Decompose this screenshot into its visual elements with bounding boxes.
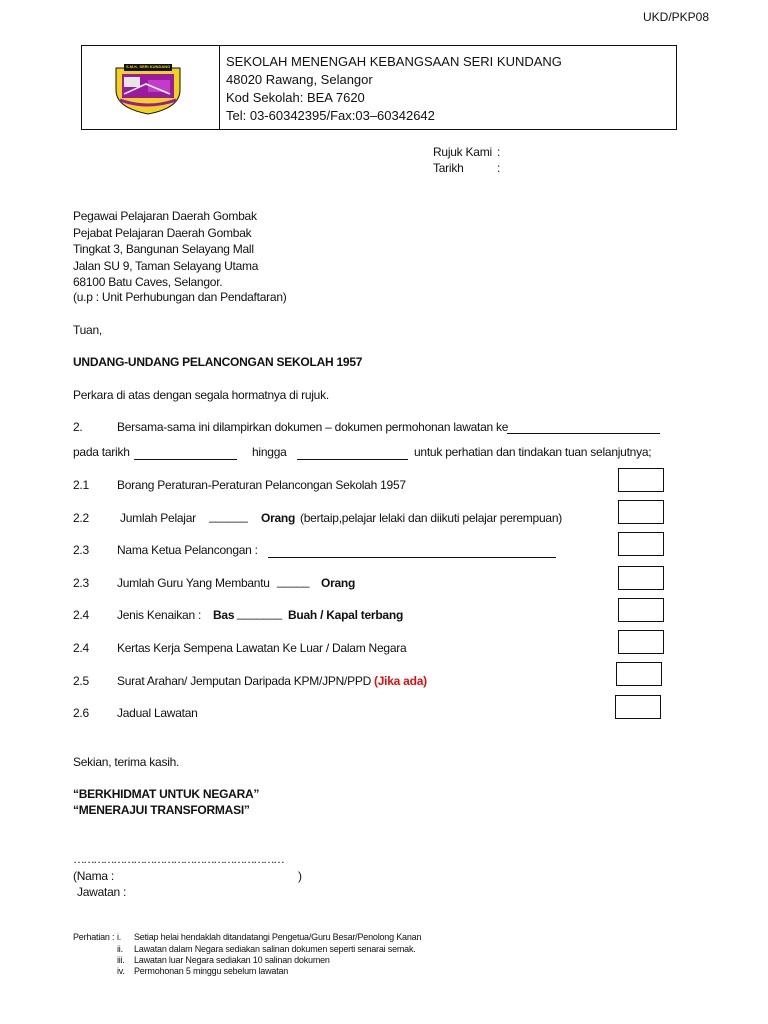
orang-label: Orang xyxy=(321,576,356,590)
salutation: Tuan, xyxy=(73,323,102,337)
item-note: (bertaip,pelajar lelaki dan diikuti pelajar perempuan) xyxy=(300,511,562,525)
item-num: 2.3 xyxy=(73,576,89,590)
tarikh-colon: : xyxy=(497,161,501,175)
signature-nama: (Nama : xyxy=(73,869,114,883)
recipient-line: 68100 Batu Caves, Selangor. xyxy=(73,275,223,289)
note-num: iv. xyxy=(117,966,125,976)
school-code: Kod Sekolah: BEA 7620 xyxy=(226,90,365,105)
item-text: Nama Ketua Pelancongan : xyxy=(117,543,258,557)
note-text: Setiap helai hendaklah ditandatangi Pengetua/Guru Besar/Penolong Kanan xyxy=(134,932,422,942)
student-count-blank[interactable]: ______ xyxy=(209,509,248,523)
bas-label: Bas xyxy=(213,608,235,622)
motto-1: “BERKHIDMAT UNTUK NEGARA” xyxy=(73,787,260,801)
item-num: 2.5 xyxy=(73,674,89,688)
item-num: 2.3 xyxy=(73,543,89,557)
item-num: 2.6 xyxy=(73,706,89,720)
para2-num: 2. xyxy=(73,420,83,434)
form-code: UKD/PKP08 xyxy=(643,10,710,24)
item-num: 2.2 xyxy=(73,511,89,525)
checkbox-2-3[interactable] xyxy=(618,532,664,556)
subject: UNDANG-UNDANG PELANCONGAN SEKOLAH 1957 xyxy=(73,355,363,369)
signature-line: ……………………………………………………… xyxy=(73,852,283,866)
item-num: 2.1 xyxy=(73,478,89,492)
school-name: SEKOLAH MENENGAH KEBANGSAAN SERI KUNDANG xyxy=(226,54,562,69)
recipient-line: Jalan SU 9, Taman Selayang Utama xyxy=(73,259,259,273)
rujuk-colon: : xyxy=(497,145,501,159)
teacher-count-blank[interactable]: _____ xyxy=(277,574,310,588)
note-num: iii. xyxy=(117,955,125,965)
date-to-blank[interactable] xyxy=(297,459,408,460)
recipient-line: Pejabat Pelajaran Daerah Gombak xyxy=(73,226,252,240)
checkbox-2-3b[interactable] xyxy=(618,566,664,590)
para2-tail: untuk perhatian dan tindakan tuan selanjutnya; xyxy=(414,445,652,459)
intro: Perkara di atas dengan segala hormatnya di rujuk. xyxy=(73,388,329,402)
recipient-line: Tingkat 3, Bangunan Selayang Mall xyxy=(73,242,254,256)
checkbox-2-5[interactable] xyxy=(616,662,662,686)
closing: Sekian, terima kasih. xyxy=(73,755,180,769)
recipient-line: Pegawai Pelajaran Daerah Gombak xyxy=(73,209,257,223)
note-text: Permohonan 5 minggu sebelum lawatan xyxy=(134,966,289,976)
note-text: Lawatan luar Negara sediakan 10 salinan dokumen xyxy=(134,955,330,965)
checkbox-2-1[interactable] xyxy=(618,468,664,492)
school-logo xyxy=(110,60,186,116)
note-text: Lawatan dalam Negara sediakan salinan dokumen seperti senarai semak. xyxy=(134,944,416,954)
item-text: Jumlah Pelajar xyxy=(120,511,196,525)
notes-label: Perhatian : xyxy=(73,932,115,942)
optional-label: (Jika ada) xyxy=(374,674,427,688)
item-text: Borang Peraturan-Peraturan Pelancongan Sekolah 1957 xyxy=(117,478,406,492)
item-text: Jumlah Guru Yang Membantu xyxy=(117,576,270,590)
bus-count-blank[interactable]: _______ xyxy=(237,606,282,620)
motto-2: “MENERAJUI TRANSFORMASI” xyxy=(73,803,250,817)
para2-text: Bersama-sama ini dilampirkan dokumen – dokumen permohonan lawatan ke xyxy=(117,420,509,434)
item-text: Jadual Lawatan xyxy=(117,706,198,720)
para2-pada: pada tarikh xyxy=(73,445,130,459)
signature-jawatan: Jawatan : xyxy=(77,885,127,899)
logo-banner: S.M.K. SERI KUNDANG xyxy=(126,64,171,69)
item-text: Surat Arahan/ Jemputan Daripada KPM/JPN/PPD xyxy=(117,674,372,688)
tarikh-label: Tarikh xyxy=(433,161,464,175)
rujuk-label: Rujuk Kami xyxy=(433,145,492,159)
orang-label: Orang xyxy=(261,511,296,525)
leader-name-blank[interactable] xyxy=(268,557,556,558)
item-num: 2.4 xyxy=(73,608,89,622)
date-from-blank[interactable] xyxy=(134,459,237,460)
transport-label: Buah / Kapal terbang xyxy=(288,608,404,622)
checkbox-2-6[interactable] xyxy=(615,695,661,719)
note-num: i. xyxy=(117,932,122,942)
checkbox-2-2[interactable] xyxy=(618,500,664,524)
school-contact: Tel: 03-60342395/Fax:03–60342642 xyxy=(226,108,435,123)
signature-close-paren: ) xyxy=(298,869,302,883)
recipient-line: (u.p : Unit Perhubungan dan Pendaftaran) xyxy=(73,290,287,304)
item-num: 2.4 xyxy=(73,641,89,655)
school-header xyxy=(81,45,677,130)
checkbox-2-4[interactable] xyxy=(618,598,664,622)
item-text: Jenis Kenaikan : xyxy=(117,608,202,622)
note-num: ii. xyxy=(117,944,123,954)
para2-hingga: hingga xyxy=(252,445,287,459)
destination-blank[interactable] xyxy=(507,433,660,434)
school-address: 48020 Rawang, Selangor xyxy=(226,72,373,87)
item-text: Kertas Kerja Sempena Lawatan Ke Luar / Dalam Negara xyxy=(117,641,407,655)
checkbox-2-4b[interactable] xyxy=(618,630,664,654)
